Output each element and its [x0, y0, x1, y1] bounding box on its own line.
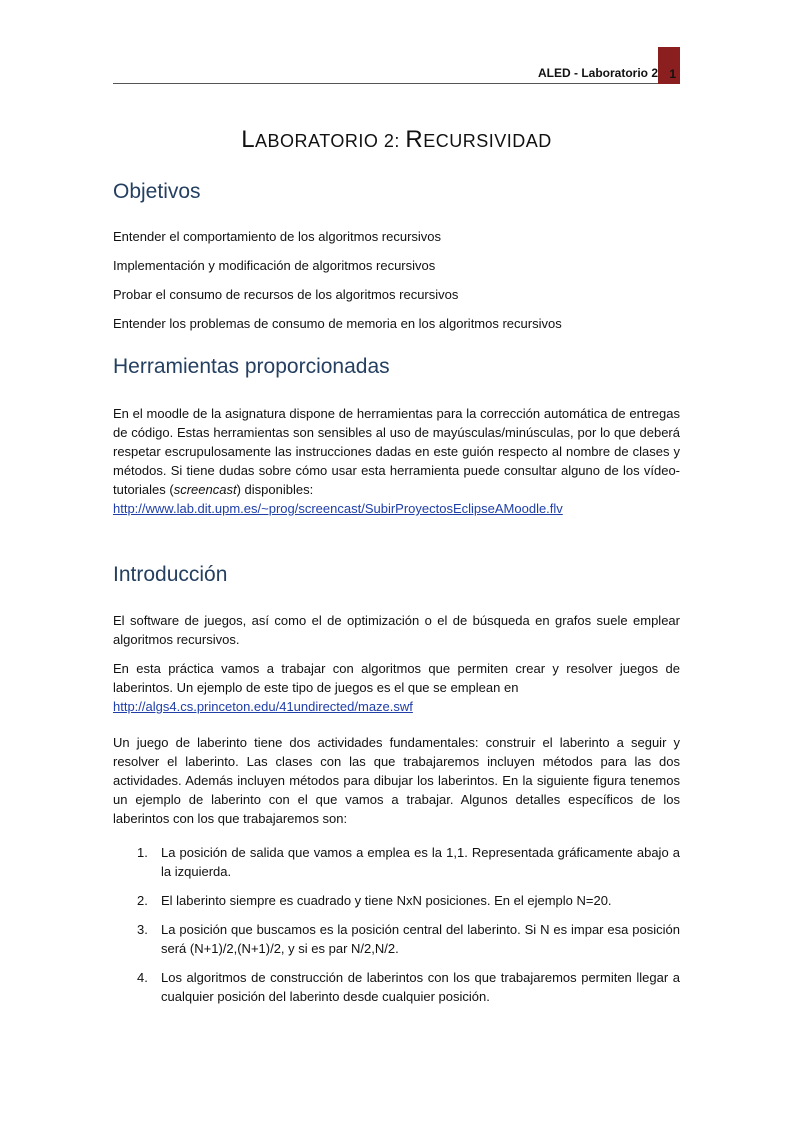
heading-introduccion: Introducción — [113, 563, 228, 586]
intro-paragraph-2: En esta práctica vamos a trabajar con algoritmos que permiten crear y resolver juegos de laberintos. Un ejemplo de este tipo de juegos es el que se emplean en http://algs4.cs.princeton.edu/41undirected/maze.swf — [113, 661, 680, 714]
list-item: 1. La posición de salida que vamos a emplea es la 1,1. Representada gráficamente abajo a la izquierda. — [137, 845, 680, 879]
page-header — [113, 47, 680, 84]
list-item: 2. El laberinto siempre es cuadrado y tiene NxN posiciones. En el ejemplo N=20. — [137, 893, 612, 908]
header-rule — [113, 83, 658, 84]
objective-item: Entender el comportamiento de los algoritmos recursivos — [113, 229, 442, 244]
screencast-link[interactable]: http://www.lab.dit.upm.es/~prog/screencast/SubirProyectosEclipseAMoodle.flv — [113, 501, 563, 516]
maze-link[interactable]: http://algs4.cs.princeton.edu/41undirected/maze.swf — [113, 699, 413, 714]
objective-item: Probar el consumo de recursos de los algoritmos recursivos — [113, 287, 459, 302]
objective-item: Entender los problemas de consumo de memoria en los algoritmos recursivos — [113, 316, 562, 331]
heading-herramientas: Herramientas proporcionadas — [113, 355, 390, 378]
document-title: LABORATORIO 2: RECURSIVIDAD — [241, 126, 552, 153]
list-item: 3. La posición que buscamos es la posición central del laberinto. Si N es impar esa posición será (N+1)/2,(N+1)/2, y si es par N/2,N/2. — [137, 922, 680, 956]
running-title: ALED - Laboratorio 2 — [537, 66, 658, 80]
page-number-badge — [658, 47, 680, 84]
herramientas-paragraph: En el moodle de la asignatura dispone de herramientas para la corrección automática de entregas de código. Estas herramientas son sensibles al uso de mayúsculas/minúsculas, por lo que deberá respetar escrupulosamente las instrucciones dadas en este guión respecto al nombre de clases y métodos. Si tiene dudas sobre cómo usar esta herramienta puede consultar alguno de los vídeo-tutoriales (screencast) disponibles: http://www.lab.dit.upm.es/~prog/screencast/SubirProyectosEclipseAMoodle.flv — [113, 406, 680, 516]
intro-paragraph-1: El software de juegos, así como el de optimización o el de búsqueda en grafos suele emplear algoritmos recursivos. — [113, 613, 680, 647]
page-number: 1 — [669, 67, 676, 81]
intro-paragraph-3: Un juego de laberinto tiene dos actividades fundamentales: construir el laberinto a seguir y resolver el laberinto. Las clases con las que trabajaremos incluyen métodos para las dos actividades. Además incluyen métodos para dibujar los laberintos. En la siguiente figura tenemos un ejemplo de laberinto con el que vamos a trabajar. Algunos detalles específicos de los laberintos con los que trabajaremos son: — [113, 735, 680, 826]
objective-item: Implementación y modificación de algoritmos recursivos — [113, 258, 436, 273]
list-item: 4. Los algoritmos de construcción de laberintos con los que trabajaremos permiten llegar a cualquier posición del laberinto desde cualquier posición. — [137, 970, 680, 1004]
heading-objetivos: Objetivos — [113, 180, 201, 203]
